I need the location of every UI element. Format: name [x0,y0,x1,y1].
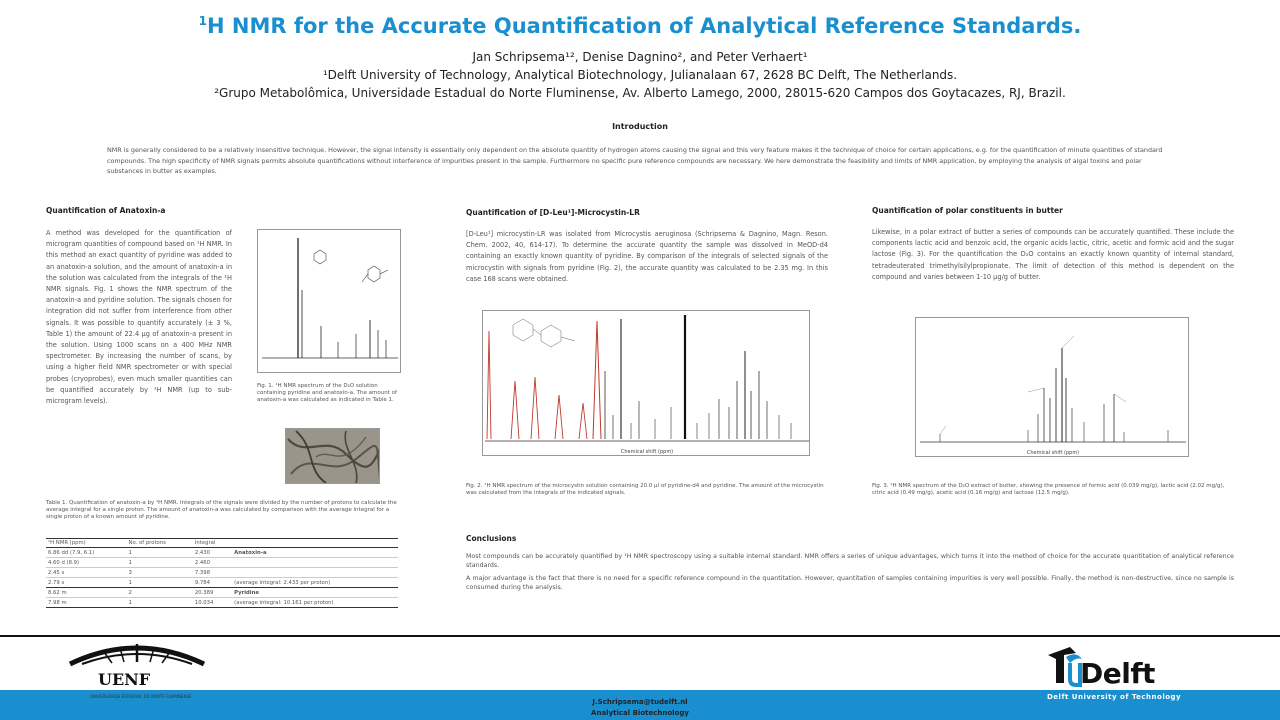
tu-delft-wordmark: Delft [1080,657,1155,690]
table-cell: 7.98 m [46,598,127,608]
table1-col-header: Integral [193,539,232,548]
uenf-logo-text: UENF [98,670,151,689]
table-cell: 1 [127,558,193,568]
poster-title [0,14,1280,38]
introduction-text: NMR is generally considered to be a relatively insensitive technique. However, the signal intensity is essentially only dependent on the absolute quantity of hydrogen atoms causing the signal and this very feature makes it the technique of choice for certain applications, e.g. for the quantification of minute quantities of standard compounds. The high specificity of NMR signals permits absolute quantifications without interference of impurities present in the sample. Furthermore no specific pure reference compounds are necessary. We here demonstrate the feasibility and limits of NMR application, by employing the analysis of algal toxins and polar substances in butter as examples. [107,146,1163,175]
title-superscript: 1 [198,14,208,28]
microcystin-text: [D-Leu¹] microcystin-LR was isolated from Microcystis aeruginosa (Schripsema & Dagnino, Magn. Reson. Chem. 2002, 40, 614-17). To determine the accurate quantity the sample was dissolved in MeOD-d4 containing an exactly known quantity of pyridine. By comparison of the integrals of selected signals of the microcystin with signals from pyridine (Fig. 2), the accurate quantity was calculated to be 2.35 mg. In this case 168 scans were obtained. [466,230,828,283]
table-row [46,598,398,608]
table-cell: 2.79 s [46,578,127,588]
table-cell: 2.460 [193,558,232,568]
fig3-x-axis-label: Chemical shift (ppm) [1026,450,1080,456]
table-cell: 1 [127,598,193,608]
table-cell: 3 [127,568,193,578]
table1 [46,538,398,608]
table-cell: Anatoxin-a [232,548,398,558]
table-cell: (average integral: 10.161 per proton) [232,598,398,608]
fig1-spectrum-plot [258,230,401,373]
conclusions-text-1: Most compounds can be accurately quantified by ¹H NMR spectroscopy using a suitable internal standard. NMR offers a series of unique advantages, which turns it into the method of choice for the accurate quantitation of analytical reference standards. [466,553,1234,569]
fig2-spectrum [482,310,810,456]
table-cell: 10.034 [193,598,232,608]
anatoxin-text: A method was developed for the quantification of microgram quantities of compound based on ¹H NMR. In this method an exact quantity of pyridine was added to an anatoxin-a solution, and the amount of anatoxin-a in the solution was calculated from the integrals of the ¹H NMR signals. Fig. 1 shows the NMR spectrum of the anatoxin-a and pyridine solution. The signals chosen for integration did not suffer from interference from other signals. It was possible to quantify accurately (± 3 %, Table 1) the amount of 22.4 µg of anatoxin-a present in the solution. Using 1000 scans on a 400 MHz NMR spectrometer. By increasing the number of scans, by using a higher field NMR spectrometer or with special probes (cryoprobes), even much smaller quantities can be quantified accurately by ¹H NMR (up to sub-microgram levels). [46,229,232,406]
table-cell: 9.784 [193,578,232,588]
butter-text: Likewise, in a polar extract of butter a series of compounds can be accurately quantified. These include the components lactic acid and benzoic acid, the organic acids lactic, citric, acetic and formic acid and the sugar lactose (Fig. 3). For the quantification the D₂O contains an exactly known quantity of internal standard, tetradeuterated trimethylsilylpropionate. The limit of detection of this method is dependent on the compound and varies between 1-10 µg/g of butter. [872,228,1234,281]
butter-heading: Quantification of polar constituents in butter [872,206,1063,215]
table1-col-header [232,539,398,548]
microcystin-heading: Quantification of [D-Leu¹]-Microcystin-LR [466,208,640,217]
authors: Jan Schripsema¹², Denise Dagnino², and Peter Verhaert¹ [472,50,808,64]
affiliation-2: ²Grupo Metabolômica, Universidade Estadual do Norte Fluminense, Av. Alberto Lamego, 2000, 28015-620 Campos dos Goytacazes, RJ, Brazil. [214,86,1066,100]
table-row [46,588,398,598]
contact-email: J.Schripsema@tudelft.nl [592,698,688,706]
fig2-x-axis-label: Chemical shift (ppm) [620,449,674,455]
table-cell: Pyridine [232,588,398,598]
title-text: H NMR for the Accurate Quantification of Analytical Reference Standards. [207,14,1082,38]
table-cell: 1 [127,548,193,558]
fig1-caption: Fig. 1. ¹H NMR spectrum of the D₂O solution containing pyridine and anatoxin-a. The amount of anatoxin-a was calculated as indicated in Table 1. [257,383,397,403]
introduction-heading: Introduction [612,122,668,131]
table-cell: 2.45 s [46,568,127,578]
fig1-spectrum [257,229,401,373]
tu-delft-subtitle: Delft University of Technology [1047,693,1182,701]
table1-caption: Table 1. Quantification of anatoxin-a by ¹H NMR. Integrals of the signals were divided by the number of protons to calculate the average integral for a single proton. The amount of anatoxin-a was calculated by comparison with the average integral for a single proton of a known amount of pyridine. [46,500,397,520]
table1-col-header: ¹H NMR (ppm) [46,539,127,548]
table-cell: 4.60 d (8.9) [46,558,127,568]
table-cell [232,558,398,568]
micrograph-filaments [286,429,380,484]
fig3-spectrum-plot [916,318,1189,457]
fig3-spectrum [915,317,1189,457]
table-row [46,568,398,578]
table-cell: 7.398 [193,568,232,578]
affiliation-1: ¹Delft University of Technology, Analytical Biotechnology, Julianalaan 67, 2628 BC Delft, The Netherlands. [322,68,958,82]
table-cell: 2 [127,588,193,598]
table-cell: 2.430 [193,548,232,558]
table-row [46,558,398,568]
table-cell: 6.86 dd (7.9, 6.1) [46,548,127,558]
table-cell: 8.62 m [46,588,127,598]
anatoxin-heading: Quantification of Anatoxin-a [46,206,166,215]
fig2-spectrum-plot [483,311,810,456]
table-cell: (average integral: 2.433 per proton) [232,578,398,588]
table-row [46,548,398,558]
cyanobacteria-micrograph [285,428,380,484]
table-cell: 20.389 [193,588,232,598]
fig2-caption: Fig. 2. ¹H NMR spectrum of the microcystin solution containing 20.0 µl of pyridine-d4 and pyridine. The amount of the microcystin was calculated from the integrals of the indicated signals. [466,483,824,496]
conclusions-text-2: A major advantage is the fact that there is no need for a specific reference compound in the quantitation. However, quantitation of samples containing impurities is very well possible. Finally, the method is non-destructive, since no sample is consumed during the analysis. [466,575,1234,591]
table1-header-row [46,539,398,548]
table1-col-header: No. of protons [127,539,193,548]
uenf-subtitle: UNIVERSIDADE ESTADUAL DO NORTE FLUMINENSE [90,694,192,699]
fig3-caption: Fig. 3. ¹H NMR spectrum of the D₂O extract of butter, showing the presence of formic acid (0.039 mg/g), lactic acid (2.02 mg/g), citric acid (0.49 mg/g), acetic acid (0.16 mg/g) and lactose (12.5 mg/g). [872,483,1225,496]
department-name: Analytical Biotechnology [591,709,689,717]
footer-divider [0,635,1280,637]
table-row [46,578,398,588]
table-cell [232,568,398,578]
table-cell: 1 [127,578,193,588]
conclusions-heading: Conclusions [466,534,517,543]
